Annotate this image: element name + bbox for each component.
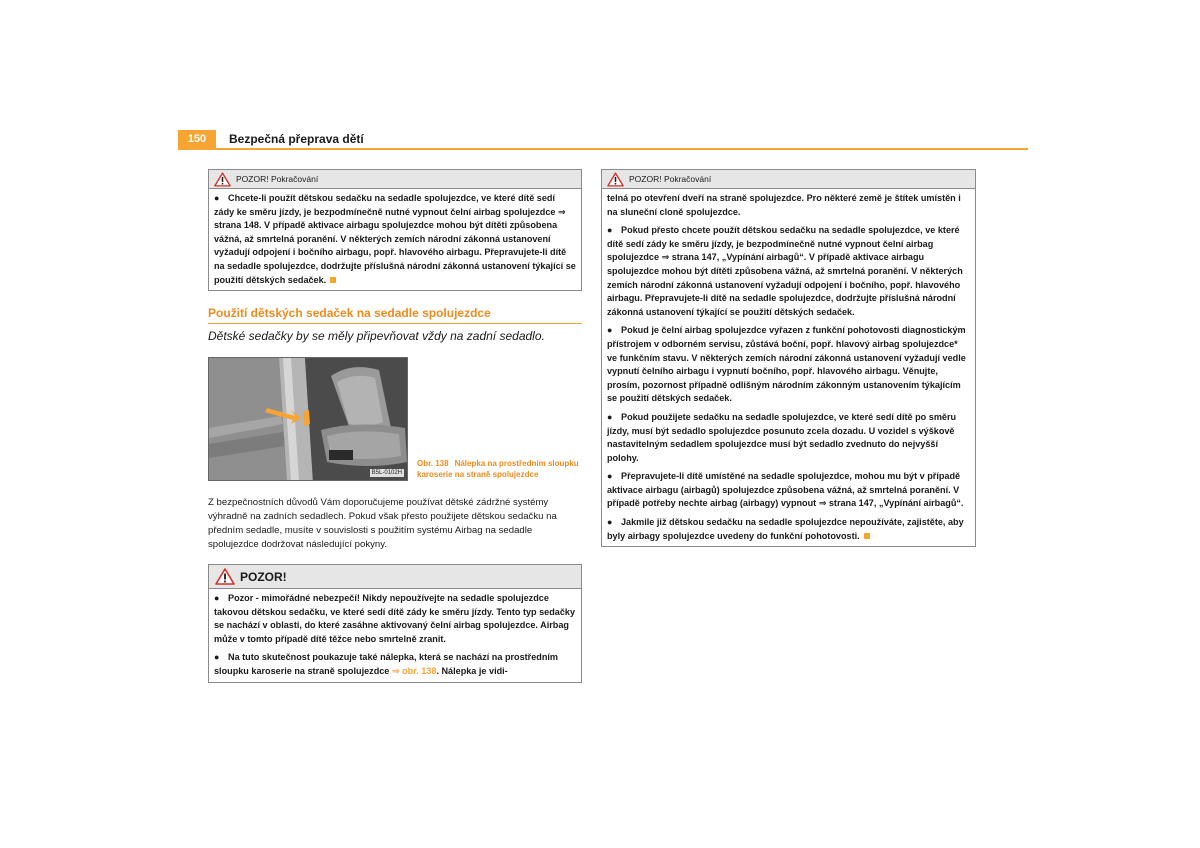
bullet-icon: ● [607,411,613,422]
section-end-icon [864,533,870,539]
warning-triangle-icon [214,172,231,187]
figure-door-pillar-photo [208,357,408,481]
page-number: 150 [178,130,216,149]
warning-box-main [208,564,582,683]
warning-continued-box-left [208,169,582,291]
warning-paragraph: ● Pokud použijete sedačku na sedadle spolujezdce, ve které sedí dítě po směru jízdy, musí být sedadlo spolujezdce posunuto zcela dozadu. U vozidel s výškově nastavitelným sedadlem spolujezdce musí být sedadlo zvednuto do nejvyšší polohy. [607,411,957,463]
bullet-icon: ● [214,593,220,603]
warning-header [602,170,975,189]
figure-reference-link[interactable]: ⇒ obr. 138 [391,665,437,676]
warning-label: POZOR! Pokračování [629,174,712,184]
subsection-heading: Použití dětských sedaček na sedadle spolujezdce [208,306,582,324]
warning-paragraph-lead: telná po otevření dveří na straně spolujezdce. Pro některé země je štítek umístěn i na sluneční cloně spolujezdce. [607,193,961,217]
warning-body [209,189,581,290]
figure-number: Obr. 138 [417,459,449,468]
warning-paragraph: ● Chcete-li použít dětskou sedačku na sedadle spolujezdce, ve které dítě sedí zády ke směru jízdy, je bezpodmínečně nutné vypnout čelní airbag spolujezdce ⇒ strana 148. V případě aktivace airbagu spolujezdce mohou být dítěti způsobena vážná, až smrtelná poranění. V některých zemích národní zákonná ustanovení vyžadují odpojení i bočního airbagu, popř. hlavového airbagu. Přepravujete-li dítě na sedadle spolujezdce, dodržujte příslušná národní zákonná ustanovení týkající se použití dětských sedaček. [214,193,576,285]
bullet-icon: ● [607,325,613,336]
section-title: Bezpečná přeprava dětí [229,132,364,146]
bullet-icon: ● [214,652,220,663]
warning-label: POZOR! [240,569,287,584]
bullet-icon: ● [214,193,220,203]
warning-body [602,189,975,546]
bullet-icon: ● [607,517,613,528]
figure-caption [417,458,585,480]
warning-header [209,565,581,589]
warning-paragraph: ● Pokud přesto chcete použít dětskou sedačku na sedadle spolujezdce, ve které dítě sedí zády ke směru jízdy, je bezpodmínečně nutné vypnout čelní airbag spolujezdce ⇒ strana 147, „Vypínání airbagů“. V případě aktivace airbagu spolujezdce mohou být dítěti způsobena vážná, až smrtelná poranění. V některých zemích národní zákonná ustanovení vyžadují odpojení i bočního, popř. hlavového airbagu. Přepravujete-li dítě na sedadle spolujezdce, dodržujte příslušná národní zákonná ustanovení týkající se použití dětských sedaček. [607,225,963,317]
bullet-icon: ● [607,225,613,236]
warning-continued-box-right [601,169,976,547]
warning-triangle-icon [215,568,235,585]
warning-header [209,170,581,189]
body-paragraph: Z bezpečnostních důvodů Vám doporučujeme používat dětské zádržné systémy výhradně na zadních sedadlech. Pokud však přesto použijete dětskou sedačku na předním sedadle, musíte v souvislosti s použitím systému Airbag na sedadle spolujezdce dodržovat následující pokyny. [208,497,557,550]
warning-body [209,589,581,682]
section-end-icon [330,277,336,283]
figure-caption-text: Nálepka na prostředním sloupku karoserie na straně spolujezdce [417,459,579,479]
warning-label: POZOR! Pokračování [236,174,319,184]
warning-paragraph: ● Pozor - mimořádné nebezpečí! Nikdy nepoužívejte na sedadle spolujezdce takovou dětskou sedačku, ve které sedí dítě zády ke směru jízdy. Tento typ sedačky se nachází v oblasti, do které zasáhne aktivovaný čelní airbag spolujezdce. Airbag může v tomto případě dítě těžce nebo smrtelně zranit. [214,593,576,644]
bullet-icon: ● [607,471,613,482]
warning-triangle-icon [607,172,624,187]
warning-paragraph: ● Jakmile již dětskou sedačku na sedadle spolujezdce nepoužíváte, zajistěte, aby byly airbagy spolujezdce uvedeny do funkční pohotovosti. [607,517,964,541]
header-rule [178,148,1028,150]
figure-code: B5L-0102H [371,470,402,476]
warning-paragraph: ● Přepravujete-li dítě umístěné na sedadle spolujezdce, mohou mu být v případě aktivace airbagu (airbagů) spolujezdce způsobena vážná, až smrtelná poranění. V případě potřeby nechte airbag (airbagy) vypnout ⇒ strana 147, „Vypínání airbagů“. [607,471,964,509]
car-door-illustration [209,358,408,481]
subsection-intro: Dětské sedačky by se měly připevňovat vždy na zadní sedadlo. [208,329,545,343]
warning-paragraph: ● Na tuto skutečnost poukazuje také nálepka, která se nachází na prostředním sloupku karoserie na straně spolujezdce ⇒ obr. 138. Nálepka je vidi- [214,652,558,676]
warning-paragraph: ● Pokud je čelní airbag spolujezdce vyřazen z funkční pohotovosti diagnostickým přístrojem v odborném servisu, zůstává boční, popř. hlavový airbag spolujezdce* ve funkčním stavu. V některých zemích národní zákonná ustanovení vyžadují vedle vypnutí čelního airbagu i vypnutí bočního, popř. hlavového airbagu. Věnujte, prosím, pozornost případně odlišným národním zákonným ustanovením týkajícím se použití dětských sedaček. [607,325,966,404]
